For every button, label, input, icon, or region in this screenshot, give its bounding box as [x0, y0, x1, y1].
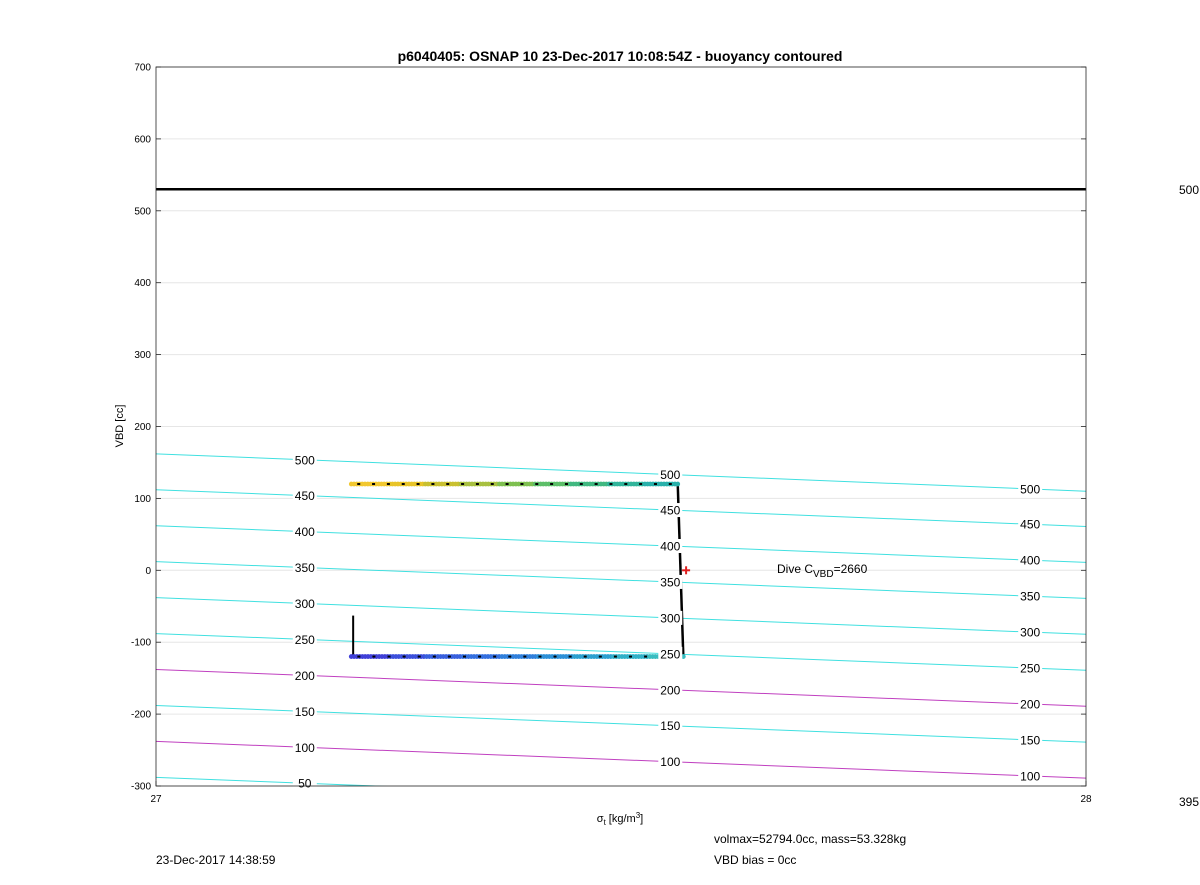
contour-label: 50: [298, 776, 312, 791]
contour-label: 200: [660, 683, 681, 698]
trajectory-upper-tick: [669, 483, 672, 485]
y-tick-label: 100: [134, 493, 151, 505]
trajectory-lower-tick: [388, 656, 391, 658]
trajectory-lower-tick: [448, 656, 451, 658]
contour-label: 250: [660, 647, 681, 662]
y-tick-label: -100: [130, 637, 151, 649]
contour-label: 200: [294, 668, 315, 683]
y-tick-label: 200: [134, 422, 151, 433]
trajectory-upper-tick: [417, 483, 420, 485]
annotation-prefix: Dive C: [777, 562, 814, 576]
trajectory-lower-tick: [463, 656, 466, 658]
contour-label: 350: [1020, 589, 1041, 604]
trajectory-lower-tick: [508, 656, 511, 658]
y-tick-label: 500: [134, 206, 151, 218]
contour-label: 400: [294, 525, 315, 540]
trajectory-lower-tick: [629, 656, 632, 658]
y-tick-label: 400: [134, 278, 151, 290]
y-tick-label: 300: [134, 350, 151, 362]
contour-label: 450: [1020, 517, 1041, 532]
contour-label: 500: [1020, 482, 1041, 497]
right-edge-label-bottom: 395: [1179, 795, 1200, 809]
contour-label: 500: [294, 453, 315, 468]
trajectory-upper-tick: [357, 483, 360, 485]
contour-label: 300: [294, 596, 315, 611]
chart-title: p6040405: OSNAP 10 23-Dec-2017 10:08:54Z - buoyancy contoured: [397, 48, 843, 64]
trajectory-lower-tick: [614, 656, 617, 658]
trajectory-lower-tick: [372, 656, 375, 658]
contour-label: 350: [660, 575, 681, 590]
trajectory-upper-tick: [639, 483, 642, 485]
trajectory-upper-tick: [446, 483, 449, 485]
x-axis-symbol: σ: [596, 813, 604, 825]
x-tick-label: 27: [150, 794, 162, 805]
footer-timestamp: 23-Dec-2017 14:38:59: [156, 853, 276, 867]
contour-label: 450: [294, 489, 315, 504]
contour-label: 300: [660, 611, 681, 626]
trajectory-upper-tick: [476, 483, 479, 485]
trajectory-upper-point: [675, 482, 680, 487]
axes: [131, 63, 1092, 806]
trajectory-lower-tick: [599, 656, 602, 658]
trajectory-upper-tick: [609, 483, 612, 485]
contour-label: 450: [660, 503, 681, 518]
trajectory-upper-tick: [431, 483, 434, 485]
contour-label: 150: [1020, 733, 1041, 748]
trajectory-lower-tick: [418, 656, 421, 658]
trajectory-lower-tick: [478, 656, 481, 658]
trajectory-lower-tick: [538, 656, 541, 658]
x-axis-unit: [kg/m: [608, 813, 636, 825]
y-tick-label: -300: [130, 781, 151, 793]
contour-label: 500: [660, 467, 681, 482]
trajectory-upper-tick: [595, 483, 598, 485]
annotation-suffix: =2660: [833, 562, 868, 576]
trajectory-upper-tick: [520, 483, 523, 485]
contour-label: 150: [294, 704, 315, 719]
trajectory-upper-tick: [535, 483, 538, 485]
trajectory-upper-tick: [580, 483, 583, 485]
trajectory-upper-tick: [565, 483, 568, 485]
annotation-subscript: VBD: [813, 569, 834, 580]
contour-label: 250: [1020, 661, 1041, 676]
x-axis-label: [597, 811, 643, 827]
x-tick-label: 28: [1080, 794, 1092, 805]
trajectory-upper-tick: [402, 483, 405, 485]
trajectory-upper-tick: [387, 483, 390, 485]
dive-cvbd-annotation: [777, 562, 868, 580]
trajectory-lower-tick: [433, 656, 436, 658]
trajectory-lower-tick: [357, 656, 360, 658]
trajectory-lower-tick: [554, 656, 557, 658]
trajectory-upper-tick: [624, 483, 627, 485]
right-edge-label-top: 500: [1179, 183, 1200, 197]
trajectory-lower-tick: [523, 656, 526, 658]
contour-label: 350: [294, 561, 315, 576]
contour-label: 250: [294, 632, 315, 647]
footer-volmax-mass: volmax=52794.0cc, mass=53.328kg: [714, 832, 907, 846]
x-axis-unit-superscript: 3: [635, 811, 641, 820]
contour-label: 150: [660, 719, 681, 734]
contour-labels: [293, 453, 1042, 791]
contour-label: 100: [660, 755, 681, 770]
footer-vbd-bias: VBD bias = 0cc: [714, 853, 797, 867]
trajectory-upper-tick: [506, 483, 509, 485]
trajectory-upper-tick: [654, 483, 657, 485]
contour-label: 300: [1020, 625, 1041, 640]
trajectory-lower-tick: [493, 656, 496, 658]
x-axis-subscript: t: [603, 818, 606, 827]
contour-label: 400: [1020, 553, 1041, 568]
trajectory-upper-tick: [461, 483, 464, 485]
trajectory-lower-tick: [584, 656, 587, 658]
y-axis-label: VBD [cc]: [114, 404, 126, 448]
trajectory-lower-tick: [569, 656, 572, 658]
y-tick-label: 600: [134, 134, 151, 146]
y-tick-label: 0: [145, 565, 151, 577]
y-tick-label: 700: [134, 62, 151, 74]
contour-label: 200: [1020, 697, 1041, 712]
x-axis-unit-end: ]: [640, 813, 644, 825]
trajectory-upper-tick: [491, 483, 494, 485]
contour-label: 100: [1020, 769, 1041, 784]
trajectory-lower-tick: [644, 656, 647, 658]
contour-label: 100: [294, 740, 315, 755]
contour-label: 400: [660, 539, 681, 554]
y-tick-label: -200: [130, 709, 151, 721]
trajectory-lower-tick: [403, 656, 406, 658]
trajectory-upper-tick: [550, 483, 553, 485]
trajectory-upper-tick: [372, 483, 375, 485]
